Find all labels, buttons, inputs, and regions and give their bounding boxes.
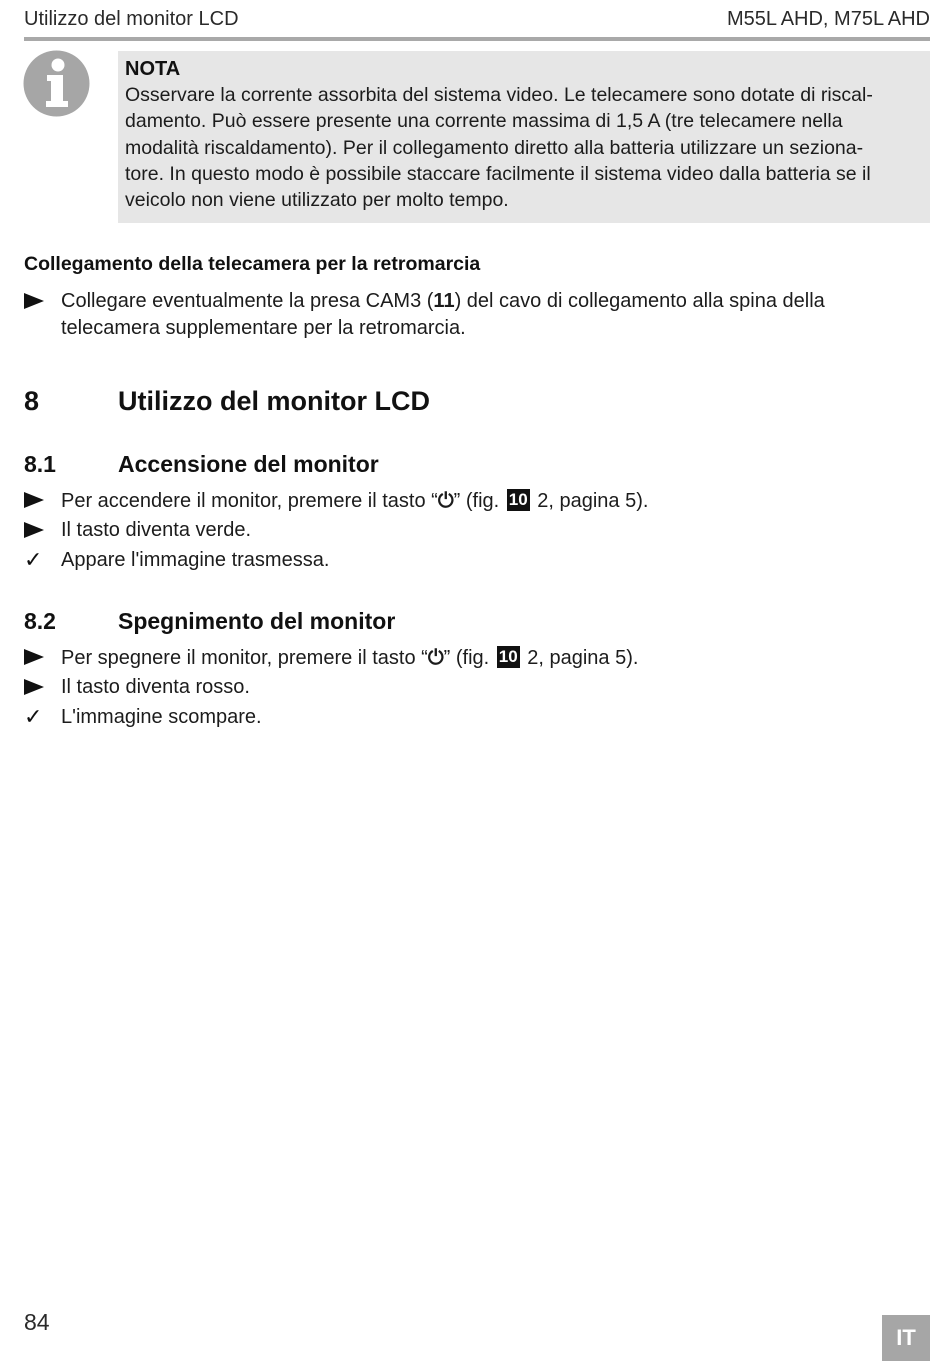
arrow-bullet-icon — [24, 644, 52, 673]
note-line: modalità riscaldamento). Per il collegamento diretto alla batteria utilizzare un seziona- — [125, 136, 864, 159]
step-text: Per spegnere il monitor, premere il tasto “⏻” (fig. 10 2, pagina 5). — [61, 645, 639, 669]
rear-camera-heading: Collegamento della telecamera per la retromarcia — [24, 253, 481, 275]
note-box — [118, 51, 930, 223]
arrow-bullet-icon — [24, 288, 52, 317]
note-line: Osservare la corrente assorbita del sistema video. Le telecamere sono dotate di riscal- — [125, 84, 873, 106]
power-icon: ⏻ — [427, 645, 444, 669]
subsection-number: 8.1 — [24, 451, 56, 477]
section-title: Utilizzo del monitor LCD — [118, 386, 430, 416]
step-text: Collegare eventualmente la presa CAM3 (11) del cavo di collegamento alla spina della — [61, 290, 825, 312]
step-text: telecamera supplementare per la retromarcia. — [61, 317, 466, 339]
checkmark-icon: ✓ — [24, 705, 43, 730]
language-badge: IT — [882, 1315, 930, 1361]
page-number: 84 — [24, 1309, 50, 1335]
info-icon — [23, 50, 90, 117]
header-model-names: M55L AHD, M75L AHD — [726, 8, 930, 30]
step-text: Il tasto diventa verde. — [61, 519, 252, 541]
arrow-bullet-icon — [24, 487, 52, 516]
subsection-title: Spegnimento del monitor — [118, 608, 396, 634]
note-line: veicolo non viene utilizzato per molto tempo. — [125, 189, 509, 212]
arrow-bullet-icon — [24, 674, 52, 703]
subsection-number: 8.2 — [24, 608, 56, 634]
power-icon: ⏻ — [437, 488, 454, 512]
note-line: tore. In questo modo è possibile staccare facilmente il sistema video dalla batteria se il — [125, 162, 871, 185]
result-text: Appare l'immagine trasmessa. — [61, 549, 330, 571]
note-line: damento. Può essere presente una corrente massima di 1,5 A (tre telecamere nella — [125, 110, 843, 133]
step-text: Il tasto diventa rosso. — [61, 676, 250, 698]
figure-number-badge: 10 — [508, 490, 528, 509]
item-number: 11 — [433, 290, 455, 312]
step-text: Per accendere il monitor, premere il tasto “⏻” (fig. 10 2, pagina 5). — [61, 488, 649, 512]
header-divider — [24, 37, 930, 41]
checkmark-icon: ✓ — [24, 548, 43, 573]
subsection-title: Accensione del monitor — [118, 451, 379, 477]
arrow-bullet-icon — [24, 517, 52, 546]
result-text: L'immagine scompare. — [61, 706, 262, 728]
figure-number-badge: 10 — [498, 647, 518, 666]
section-number: 8 — [24, 386, 40, 416]
note-title: NOTA — [125, 58, 181, 80]
header-section-title: Utilizzo del monitor LCD — [24, 8, 239, 30]
page-header — [24, 8, 930, 32]
